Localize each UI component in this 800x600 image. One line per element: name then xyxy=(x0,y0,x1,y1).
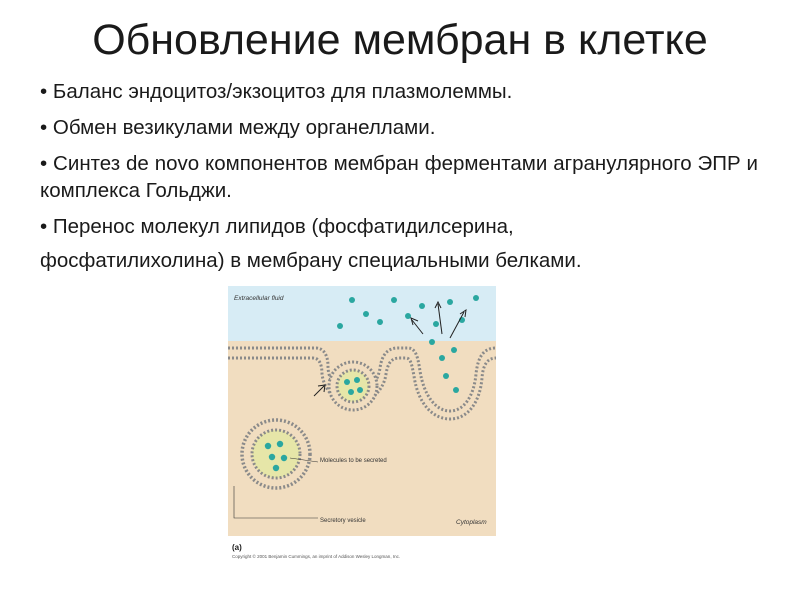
secreted-molecule xyxy=(269,454,275,460)
bullet-endo-exocytosis: • Баланс эндоцитоз/экзоцитоз для плазмолеммы. xyxy=(40,80,513,103)
secreted-molecule xyxy=(265,443,271,449)
secreted-molecule xyxy=(354,377,360,383)
vesicle-label: Secretory vesicle xyxy=(320,518,366,524)
slide-title: Обновление мембран в клетке xyxy=(92,16,708,64)
bullet-lipid-transfer: • Перенос молекул липидов (фосфатидилсерина, xyxy=(40,215,514,238)
extracellular-label: Extracellular fluid xyxy=(234,295,284,302)
cytoplasm-label: Cytoplasm xyxy=(456,519,487,526)
bullet-list xyxy=(40,78,758,283)
secreted-molecule xyxy=(273,465,279,471)
secreted-molecule xyxy=(277,441,283,447)
figure-caption: (a) xyxy=(232,543,242,552)
exocytosis-diagram xyxy=(228,286,496,566)
secreted-molecule xyxy=(344,379,350,385)
bullet-vesicle-exchange: • Обмен везикулами между органеллами. xyxy=(40,116,436,139)
secreted-molecule xyxy=(348,389,354,395)
secreted-molecule xyxy=(357,387,363,393)
bullet-denovo-synthesis: • Синтез de novo компонентов мембран ферментами агранулярного ЭПР и комплекса Гольджи. xyxy=(40,152,758,202)
secretory-vesicle xyxy=(242,420,310,488)
molecules-label: Molecules to be secreted xyxy=(320,458,387,464)
secreted-molecule xyxy=(281,455,287,461)
fusing-vesicle xyxy=(329,362,377,410)
bullet-lipid-transfer-continued: фосфатилихолина) в мембрану специальными белками. xyxy=(40,249,582,272)
figure-copyright: Copyright © 2001 Benjamin Cummings, an imprint of Addison Wesley Longman, Inc. xyxy=(232,554,401,559)
